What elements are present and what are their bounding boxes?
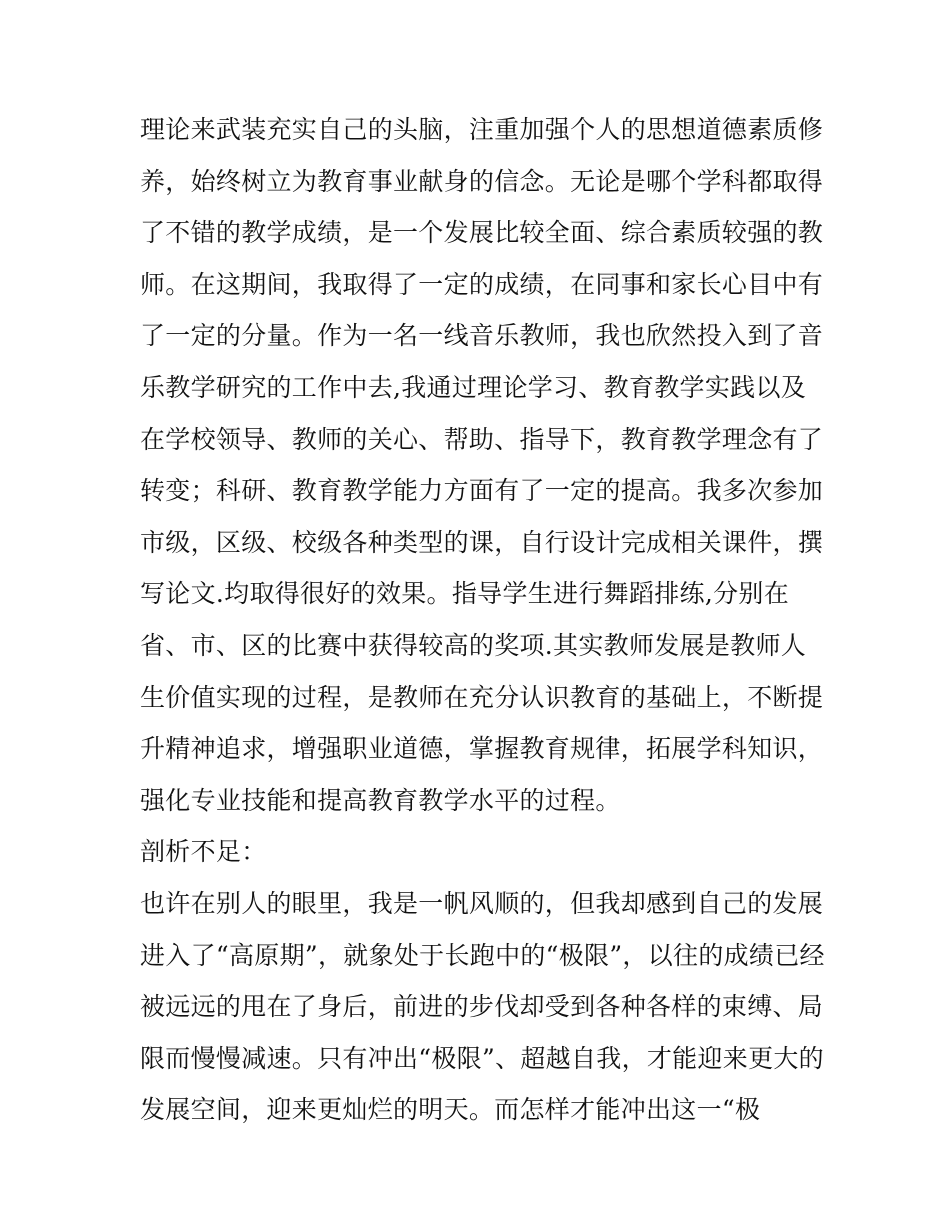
text-line: 了一定的分量。作为一名一线音乐教师，我也欣然投入到了音 bbox=[140, 321, 824, 351]
text-line: 升精神追求，增强职业道德，掌握教育规律，拓展学科知识， bbox=[140, 734, 824, 764]
text-line: 发展空间，迎来更灿烂的明天。而怎样才能冲出这一“极 bbox=[140, 1095, 761, 1125]
body-text bbox=[140, 104, 825, 1136]
text-line: 生价值实现的过程，是教师在充分认识教育的基础上，不断提 bbox=[140, 682, 824, 712]
text-line: 转变；科研、教育教学能力方面有了一定的提高。我多次参加 bbox=[140, 476, 824, 506]
text-line: 省、市、区的比赛中获得较高的奖项.其实教师发展是教师人 bbox=[140, 630, 807, 660]
text-line: 乐教学研究的工作中去,我通过理论学习、教育教学实践以及 bbox=[140, 372, 807, 402]
section-heading: 剖析不足： bbox=[140, 837, 267, 867]
text-line: 养，始终树立为教育事业献身的信念。无论是哪个学科都取得 bbox=[140, 166, 824, 196]
text-line: 被远远的甩在了身后，前进的步伐却受到各种各样的束缚、局 bbox=[140, 992, 824, 1022]
text-line: 进入了“高原期”，就象处于长跑中的“极限”，以往的成绩已经 bbox=[140, 940, 825, 970]
text-line: 也许在别人的眼里，我是一帆风顺的，但我却感到自己的发展 bbox=[140, 888, 824, 918]
text-line: 了不错的教学成绩，是一个发展比较全面、综合素质较强的教 bbox=[140, 218, 824, 248]
text-line: 师。在这期间，我取得了一定的成绩，在同事和家长心目中有 bbox=[140, 269, 824, 299]
text-line: 写论文.均取得很好的效果。指导学生进行舞蹈排练,分别在 bbox=[140, 579, 789, 609]
text-line: 在学校领导、教师的关心、帮助、指导下，教育教学理念有了 bbox=[140, 424, 824, 454]
text-line: 理论来武装充实自己的头脑，注重加强个人的思想道德素质修 bbox=[140, 115, 824, 144]
text-line: 强化专业技能和提高教育教学水平的过程。 bbox=[140, 785, 621, 815]
text-line: 限而慢慢减速。只有冲出“极限”、超越自我，才能迎来更大的 bbox=[140, 1043, 824, 1073]
text-line: 市级，区级、校级各种类型的课，自行设计完成相关课件，撰 bbox=[140, 527, 824, 557]
